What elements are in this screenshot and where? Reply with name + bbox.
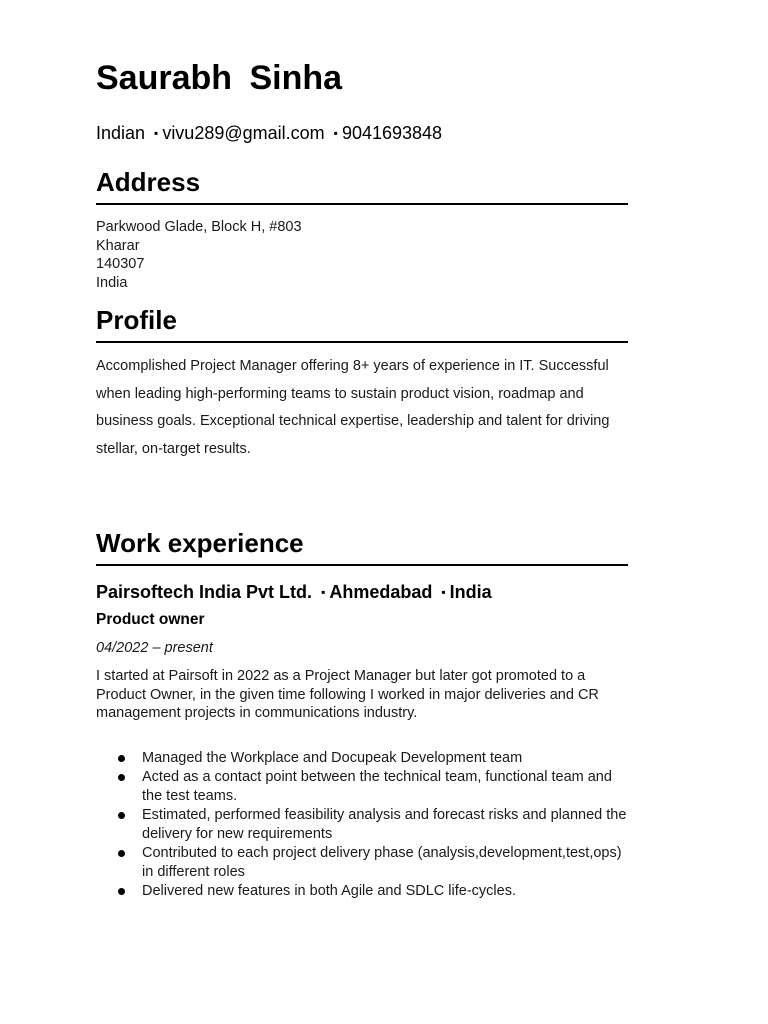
profile-paragraph: when leading high-performing teams to sustain product vision, roadmap and [96, 385, 584, 402]
list-item [96, 882, 628, 901]
candidate-name: Saurabh Sinha [96, 59, 343, 97]
contact-line [96, 123, 442, 145]
address-line: India [96, 274, 128, 291]
address-line: 140307 [96, 256, 145, 272]
separator-icon: ▪ [441, 585, 446, 599]
responsibility-text: Estimated, performed feasibility analysis and forecast risks and planned the delivery for new requirements [142, 807, 627, 842]
job-summary: I started at Pairsoft in 2022 as a Project Manager but later got promoted to a Product Owner, in the given time following I worked in major deliveries and CR management projects in communications industry. [96, 668, 599, 721]
bullet-icon [118, 850, 125, 857]
email-address: vivu289@gmail.com [162, 123, 325, 143]
list-item [96, 806, 628, 844]
responsibility-text: Acted as a contact point between the technical team, functional team and the test teams. [142, 769, 612, 804]
work-experience-heading: Work experience [96, 529, 628, 566]
responsibility-text: Contributed to each project delivery phase (analysis,development,test,ops) in different roles [142, 845, 622, 880]
address-block [96, 218, 628, 292]
job-dates: 04/2022 – present [96, 640, 213, 656]
company-line [96, 582, 492, 603]
profile-text [96, 357, 628, 467]
job-title: Product owner [96, 611, 205, 628]
job-responsibilities [96, 749, 628, 901]
list-item [96, 749, 628, 768]
bullet-icon [118, 774, 125, 781]
company-city: Ahmedabad [329, 582, 433, 602]
profile-paragraph: stellar, on-target results. [96, 440, 251, 457]
separator-icon: ▪ [321, 585, 326, 599]
address-heading: Address [96, 168, 628, 205]
phone-number: 9041693848 [341, 123, 443, 143]
separator-icon: ▪ [154, 126, 159, 140]
nationality: Indian [96, 123, 151, 143]
bullet-icon [118, 812, 125, 819]
address-line: Parkwood Glade, Block H, #803 [96, 219, 302, 235]
list-item [96, 844, 628, 882]
company-country: India [449, 582, 492, 602]
company-name: Pairsoftech India Pvt Ltd. [96, 582, 313, 602]
separator-icon: ▪ [333, 126, 338, 140]
list-item [96, 768, 628, 806]
bullet-icon [118, 888, 125, 895]
bullet-icon [118, 755, 125, 762]
profile-heading: Profile [96, 306, 628, 343]
responsibility-text: Delivered new features in both Agile and SDLC life-cycles. [142, 883, 516, 899]
address-line: Kharar [96, 237, 140, 254]
profile-paragraph: business goals. Exceptional technical expertise, leadership and talent for driving [96, 413, 610, 429]
profile-paragraph: Accomplished Project Manager offering 8+ years of experience in IT. Successful [96, 358, 609, 374]
responsibility-text: Managed the Workplace and Docupeak Development team [142, 750, 523, 766]
